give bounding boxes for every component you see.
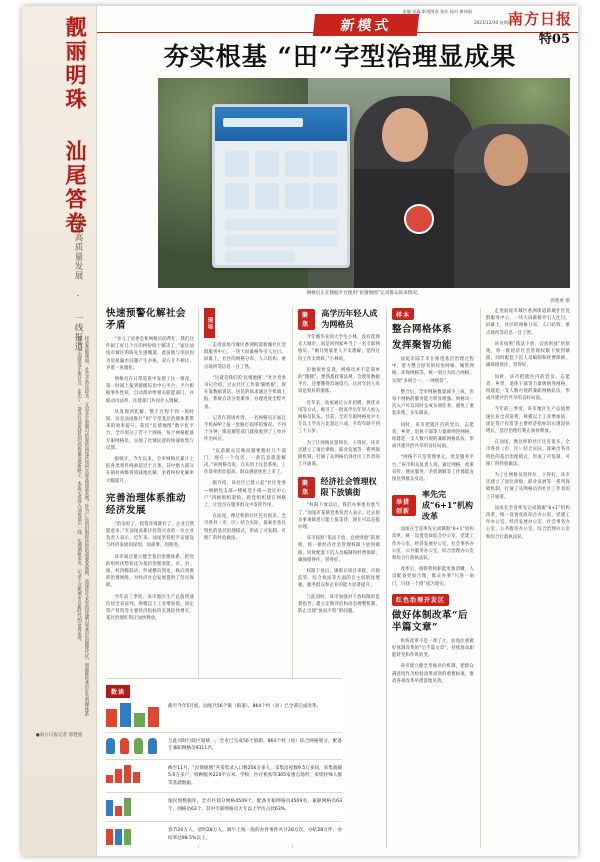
lead-photo bbox=[158, 78, 570, 288]
column-2-body: 走进汕尾市城区香洲街道新城社区党群服务中心，一块大屏幕格外引人注目。屏幕上，社区的网格分布、人口结构、重点场所等信息一目了然。 “这就是我们的‘民情地图’。”社区党委书记介绍，过去社区工作靠‘脚底板’，现在靠数据说话。居民的诉求通过手机端上报，系统自动分类派单，办理进度全程可查。 记者在现场看到，一名网格员正通过手机APP上报一处路灯损坏的情况。不到十分钟，街道城管部门就接收到了工单并作出回应。 “以前群众反映问题要跑好几个部门，现在一个电话、一条信息就能解决。”该网格员说，自从用上这套系统，工作效率明显提高，群众满意度也上来了。 据介绍，该社区已建立起“社区党委—网格党支部—楼栋党小组—党员中心户”四级组织架构，把党组织建在网格上，让党员在服务群众中发挥作用。 在汕尾，像这样的社区还有很多。全市各县（市、区）结合实际，探索出各具特色的基层治理模式，形成了可复制、可推广的经验做法。 bbox=[204, 343, 286, 541]
page-number-value: 05 bbox=[551, 32, 570, 47]
data-row bbox=[106, 765, 342, 787]
column-5 bbox=[486, 308, 570, 848]
section-label-3b: 聚焦 bbox=[298, 477, 315, 498]
section-title-2: 完善治理体系推动经济发展 bbox=[106, 492, 187, 516]
section-title-4b: 率先完成“6+1”机构改革 bbox=[422, 489, 474, 522]
masthead-meta: 责编 邓鑫 影视图表 张亦 校对 黄伟强 bbox=[402, 9, 472, 14]
kiosk-icon-grid bbox=[225, 151, 337, 211]
data-row-text: 截至11月，“民情地图”共采集录入口数256万多人，采集房屋数9.5万多间，采集商铺5.6万多户、特种服务220平方米、学校、医疗机构等305家重点场所，采集特殊人群等基础数据。 bbox=[168, 766, 342, 786]
section-title-3a: 高学历年轻人成为网格员 bbox=[321, 308, 378, 329]
data-row-text: 尾民情数据库，全市共划分网格4509个，配备专职网格员4509名、兼职网格员63个、网格员63个，其中专职网格员大专以上学历占比63%。 bbox=[168, 799, 342, 812]
banner-subtitle: 汕尾高质量发展 · 一线报道 bbox=[73, 214, 83, 352]
calendar-icon bbox=[106, 827, 162, 845]
section-title-3b: 经济社会管理权限下放镇街 bbox=[320, 476, 377, 498]
photo-face-left bbox=[382, 108, 428, 162]
section-title-4a-1: 整合网格体系 bbox=[392, 324, 453, 335]
photo-badge-icon bbox=[404, 204, 434, 234]
banner-body-text: 经济基础薄弱、社会矛盾比较多，又没多少资源可依靠的汕尾该如何实现高质量发展？作为广东的沿海经济带的重要发展极，汕尾近年来坚持党建引领基层治理现代化，创新推进基层社会治理体系建设，全面建成小康社会，走出了一条具有汕尾特色的高质量发展新路子。本报记者深入汕尾基层一线，实地调研采访，记录下这座城市在新时代的奋进足迹。 bbox=[76, 336, 89, 716]
section-label-4c: 红色治理开发区 bbox=[392, 594, 449, 606]
bars-icon bbox=[106, 765, 162, 783]
data-row bbox=[106, 738, 342, 754]
headline-tag: 新模式 bbox=[313, 14, 419, 36]
section-body-4c: 机构改革不是一改了之。汕尾注重做好体制改革的“后半篇文章”，持续推动职能转变和作风转变。 该市建立健全考核评价机制，把群众满意度作为检验改革成效的重要标准，推动各项改革举措落地见效。 bbox=[392, 638, 474, 684]
banner-credit: ●南方日报记者 郭楚惠 bbox=[35, 733, 83, 738]
data-row bbox=[106, 703, 342, 727]
paper-sheet bbox=[22, 6, 578, 856]
section-body-1: “多亏了居委会和网格员的帮忙，我们这件闹了好几个月的纠纷终于解决了。”家住汕尾市城区的陈先生感慨道。此前他与邻居因为房屋漏水问题产生争执，双方互不相让，矛盾一度激化。 网格员在日常巡查中发现了这一情况，第一时间上报到镇级综治中心平台。平台根据事件性质，自动派单给相关职能部门，并联动司法所、住建部门共同介入调解。 从发现到化解，整个过程不到一周时间。这是汕尾推行“田”字型基层治理体系带来的效率提升。依托“民情地图”数字化平台，全市划分了若干个网格，每个网格配备专职网格员，实现了社情民意的快速收集与反馈。 据统计，今年以来，全市网格员累计上报各类事件线索超过十万条，其中绝大部分在镇村两级得到就地化解，矛盾纠纷化解率大幅提升。 bbox=[106, 337, 194, 484]
data-row-text: 春节26万人、清明28万人、端午上报一般的办件事件共计28万次，办结28万件，办结率达98.5%以上。 bbox=[168, 828, 342, 841]
data-summary-box bbox=[106, 678, 342, 845]
column-5-body: 走进汕尾市城区香洲街道新城社区党群服务中心，一块大屏幕格外引人注目。屏幕上，社区的网格分布、人口结构、重点场所等信息一目了然。 该市按照“依法下放、宜放则放”的原则，将一批经济社会管理权限下放到镇街，同时配套下沉人员编制和经费保障，确保接得住、管得好。 同时，该市把辖区内的党员、志愿者、乡贤、退休干部等力量吸纳进网格，组建起一支人数可观的兼职网格队伍，形成共建共治共享的良好局面。 今年前三季度，该市地区生产总值增速位居全省前列，规模以上工业增加值、固定资产投资等主要经济指标均实现较快增长，基层治理红利正加快释放。 在汕尾，像这样的社区还有很多。全市各县（市、区）结合实际，探索出各具特色的基层治理模式，形成了可复制、可推广的经验做法。 为了让网格员留得住、干得好，该市还建立了岗位津贴、职业发展等一系列保障机制，打通了从网格员到社区工作者的上升通道。 汕尾在全省率先完成镇街“6+1”机构改革，统一设置党政综合办公室、党建工作办公室、经济发展办公室、社会事务办公室、公共服务办公室、综合治理办公室和综合行政执法队。 bbox=[486, 309, 570, 540]
chart-icon bbox=[106, 798, 162, 816]
data-row-text: 与此同时行政区划统一，全市已完成56个镇街、864个村（居）综合网格划分，配备专兼职网格员9311名。 bbox=[168, 739, 342, 752]
data-box-label: 数读 bbox=[106, 685, 130, 698]
photo-face-right bbox=[484, 134, 528, 186]
photo-kiosk-screen bbox=[212, 104, 350, 268]
section-label-3a: 聚焦 bbox=[298, 309, 315, 330]
newspaper-logo: 南方日报 bbox=[507, 10, 572, 28]
section-title-1: 快速预警化解社会矛盾 bbox=[106, 308, 187, 331]
masthead-date: 2021/12/30 星期四 bbox=[473, 20, 512, 25]
section-title-4c: 做好体制改革“后半篇文章” bbox=[392, 609, 468, 633]
data-row bbox=[106, 798, 342, 816]
column-2-tag: 现场 bbox=[204, 308, 215, 338]
data-row bbox=[106, 827, 342, 845]
column-4 bbox=[392, 308, 474, 848]
section-label-row-4a bbox=[392, 308, 474, 320]
masthead bbox=[22, 6, 578, 33]
section-label-row-3b bbox=[298, 476, 380, 498]
section-title-4a-2: 发挥聚智功能 bbox=[392, 340, 453, 351]
building-icon bbox=[106, 703, 162, 727]
section-label-row-3a bbox=[298, 308, 380, 330]
section-body-2: “治安好了，投资环境就好了，企业自然愿意来。”在汕尾高新区投资兴业的一位企业负责人表示。近年来，汕尾坚持把平安建设与经济发展同谋划、同部署、同推进。 该市通过建立健全基层治理体系，把党的组织优势转化为基层治理效能。市、县、镇、村四级联动，形成横向到边、纵向到底的治理网络，为经济社会发展提供了坚实保障。 今年前三季度，该市地区生产总值增速位居全省前列，规模以上工业增加值、固定资产投资等主要经济指标均实现较快增长，基层治理红利正加快释放。 bbox=[106, 521, 194, 622]
section-body-3b: “权限下放以后，我们办事更有底气了。”汕尾市某镇党委负责人表示，过去很多事项镇里只能上报等待，现在可以直接办理。 该市按照“依法下放、宜放则放”的原则，将一批经济社会管理权限下放到镇街，同时配套下沉人员编制和经费保障，确保接得住、管得好。 权限下放后，镇街在项目审批、市场监管、综合执法等方面的自主权明显增强，服务群众和企业的能力显著提升。 与此同时，该市加强对下放权限的监督指导，建立定期评估和动态调整机制，防止出现“放而不管”的问题。 bbox=[298, 503, 380, 615]
section-label-4b: 举措创新 bbox=[392, 495, 416, 516]
photo-credit: 郭楚惠 摄 bbox=[550, 299, 570, 304]
kiosk-header bbox=[215, 107, 347, 141]
page-title: 夯实根基 “田”字型治理显成果 bbox=[163, 42, 517, 71]
vertical-banner bbox=[22, 6, 97, 856]
section-body-4b: 汕尾在全省率先完成镇街“6+1”机构改革，统一设置党政综合办公室、党建工作办公室、经济发展办公室、社会事务办公室、公共服务办公室、综合治理办公室和综合行政执法队。 改革后，镇街机构职能更加清晰，人员配备更加合理，群众办事“只进一扇门、只找一个窗”成为现实。 bbox=[392, 527, 474, 587]
section-body-3a: 今年刚毕业的大学生小林，没有选择去大城市，而是回到家乡当了一名专职网格员。“刚开始家里人不太理解，觉得这份工作太琐碎。”小林说。 但他很快发现，网格员并不是简单的“跑腿”。要熟悉政策法规，会使用数据平台，还要懂得沟通技巧，这对年轻人来说是很好的锻炼。 近年来，汕尾通过公开招聘、择优录用等方式，吸引了一批高学历年轻人加入网格员队伍。目前，全市专职网格员中大专以上学历占比超过六成，平均年龄不到三十五岁。 为了让网格员留得住、干得好，该市还建立了岗位津贴、职业发展等一系列保障机制，打通了从网格员到社区工作者的上升通道。 bbox=[298, 335, 380, 468]
section-body-4a: 汕尾市陆丰市在推进基层治理过程中，着力整合原有的综治网格、城管网格、环保网格等，统一划分为综合网格，实现“多网合一、一网统管”。 整合后，全市网格数量减少三成，但每个网格的服务能力明显增强。网格员一次入户可以同时完成多项任务，避免了重复采集、多头填表。 同时，该市把辖区内的党员、志愿者、乡贤、退休干部等力量吸纳进网格，组建起一支人数可观的兼职网格队伍，形成共建共治共享的良好局面。 “网格不只是管理单元，更是服务平台。”该市相关负责人说，通过网格，政策宣传、便民服务、矛盾调解等工作都能直接送到群众身边。 bbox=[392, 357, 474, 483]
data-row-text: 截至今年5月底，汕尾共56个镇（街道），864个村（居）已全部完成改革。 bbox=[168, 704, 322, 709]
section-label-row-4c bbox=[392, 594, 474, 606]
photo-caption: 网格员正在数据平台使用“民情地图”记录群众诉求情况。 bbox=[306, 291, 422, 296]
section-label-row-4b bbox=[392, 489, 474, 522]
section-label-4a: 样本 bbox=[392, 308, 414, 320]
page-prefix: 特 bbox=[538, 32, 552, 47]
banner-title: 靓丽明珠 汕尾答卷 bbox=[63, 16, 88, 236]
people-icon bbox=[106, 738, 162, 754]
